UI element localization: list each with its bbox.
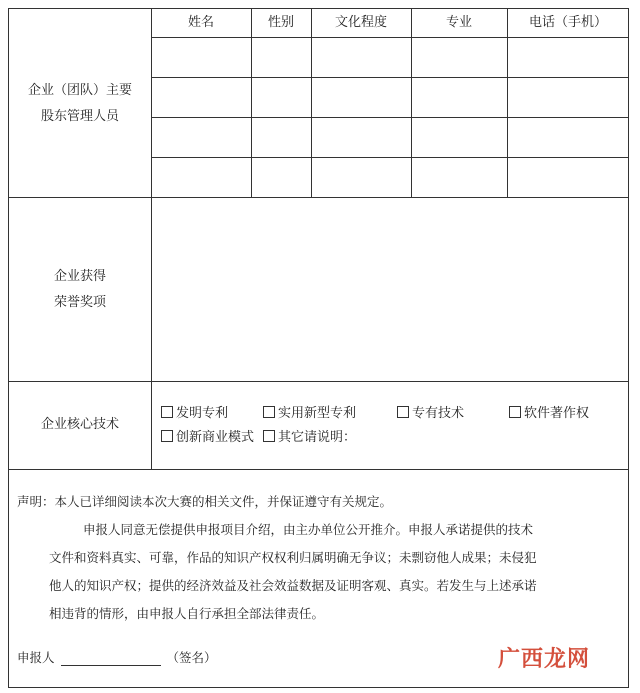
column-divider: [411, 9, 412, 197]
option-software-copyright[interactable]: [509, 405, 589, 423]
option-business-model[interactable]: [161, 429, 254, 447]
label-column-divider: [151, 9, 152, 469]
header-phone: 电话（手机）: [528, 15, 607, 30]
option-label: 专有技术: [412, 406, 465, 421]
section-divider: [9, 381, 629, 382]
team-label-line1: 企业（团队）主要: [27, 83, 132, 98]
row-divider: [151, 117, 629, 118]
header-major: 专业: [445, 15, 472, 30]
column-divider: [251, 9, 252, 197]
declaration-statement: 声明：本人已详细阅读本次大赛的相关文件，并保证遵守有关规定。: [17, 494, 393, 509]
header-divider: [151, 37, 629, 38]
row-divider: [151, 77, 629, 78]
option-label: 软件著作权: [524, 406, 590, 421]
header-education: 文化程度: [334, 15, 387, 30]
declaration-line: 他人的知识产权；提供的经济效益及社会效益数据及证明客观、真实。若发生与上述承诺: [49, 578, 537, 593]
option-other[interactable]: [263, 429, 356, 447]
watermark-logo: 广西龙网: [497, 647, 590, 672]
section-divider: [9, 197, 629, 198]
option-invention-patent[interactable]: [161, 405, 228, 423]
option-label: 创新商业模式: [176, 430, 255, 445]
declaration-line: 文件和资料真实、可靠，作品的知识产权权利归属明确无争议；未剽窃他人成果；未侵犯: [49, 550, 537, 565]
row-divider: [151, 157, 629, 158]
checkbox[interactable]: [161, 406, 173, 418]
honors-label-line2: 荣誉奖项: [53, 295, 106, 310]
header-gender: 性别: [267, 15, 294, 30]
section-divider: [9, 469, 629, 470]
checkbox[interactable]: [263, 430, 275, 442]
checkbox[interactable]: [161, 430, 173, 442]
checkbox[interactable]: [263, 406, 275, 418]
signature-note: （签名）: [166, 650, 217, 665]
option-label: 其它请说明：: [278, 430, 357, 445]
option-proprietary-tech[interactable]: [397, 405, 464, 423]
application-form: [8, 8, 629, 688]
signature-row: [17, 645, 217, 671]
signature-field[interactable]: [61, 649, 161, 666]
declaration-line: 申报人同意无偿提供申报项目介绍，由主办单位公开推介。申报人承诺提供的技术: [83, 522, 534, 537]
option-label: 发明专利: [176, 406, 229, 421]
option-label: 实用新型专利: [278, 406, 357, 421]
signer-label: 申报人: [17, 650, 55, 665]
header-name: 姓名: [187, 15, 214, 30]
option-utility-model[interactable]: [263, 405, 356, 423]
checkbox[interactable]: [397, 406, 409, 418]
declaration-line: 相违背的情形，由申报人自行承担全部法律责任。: [49, 606, 325, 621]
column-divider: [311, 9, 312, 197]
column-divider: [507, 9, 508, 197]
team-label-line2: 股东管理人员: [40, 109, 119, 124]
tech-label: 企业核心技术: [40, 417, 119, 432]
checkbox[interactable]: [509, 406, 521, 418]
honors-label-line1: 企业获得: [53, 269, 106, 284]
